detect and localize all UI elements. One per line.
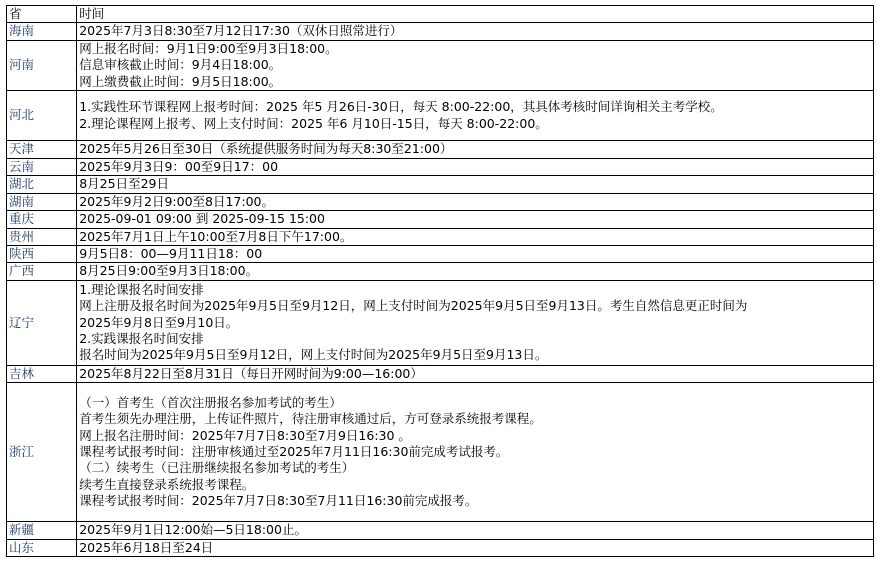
time-line: 2.实践课报名时间安排 xyxy=(79,331,204,347)
time-line: 2025年8月22日至8月31日（每日开网时间为9:00—16:00） xyxy=(79,365,423,381)
header-row xyxy=(7,6,874,23)
province-cell: 新疆 xyxy=(7,522,77,539)
time-line: 2025年9月2日9:00至8日17:00。 xyxy=(79,193,274,209)
time-cell xyxy=(77,141,874,159)
time-line: 课程考试报考时间：注册审核通过至2025年7月11日16:30前完成考试报考。 xyxy=(79,444,509,460)
province-cell: 天津 xyxy=(7,141,77,159)
province-cell: 湖北 xyxy=(7,176,77,193)
time-line: 1.理论课报名时间安排 xyxy=(79,281,204,297)
table-row xyxy=(7,280,874,365)
time-line: 1.实践性环节课程网上报考时间：2025 年5 月26日-30日，每天 8:00-22:00，其具体考核时间详询相关主考学校。 xyxy=(79,99,723,115)
time-line: 2025年9月3日9：00至9日17：00 xyxy=(79,159,279,175)
province-cell: 河南 xyxy=(7,40,77,90)
time-cell xyxy=(77,211,874,228)
province-cell: 辽宁 xyxy=(7,280,77,365)
time-cell xyxy=(77,539,874,556)
table-row xyxy=(7,228,874,245)
time-cell xyxy=(77,263,874,280)
time-line: 9月5日8：00—9月11日18：00 xyxy=(79,246,263,262)
time-cell xyxy=(77,23,874,40)
time-cell xyxy=(77,228,874,245)
time-cell xyxy=(77,365,874,382)
time-cell xyxy=(77,280,874,365)
time-line: 2025年7月3日8:30至7月12日17:30（双休日照常进行） xyxy=(79,23,403,39)
time-line: 2025年7月1日上午10:00至7月8日下午17:00。 xyxy=(79,228,353,244)
table-row xyxy=(7,539,874,556)
time-line: 网上报名注册时间：2025年7月7日8:30至7月9日16:30 。 xyxy=(79,427,411,443)
province-cell: 重庆 xyxy=(7,211,77,228)
table-row xyxy=(7,211,874,228)
province-cell: 海南 xyxy=(7,23,77,40)
province-cell: 吉林 xyxy=(7,365,77,382)
time-cell xyxy=(77,40,874,90)
table-row xyxy=(7,40,874,90)
time-line: 网上缴费截止时间：9月5日18:00。 xyxy=(79,73,282,89)
province-cell: 河北 xyxy=(7,91,77,141)
time-line: 续考生直接登录系统报考课程。 xyxy=(79,476,255,492)
time-line: 网上注册及报名时间为2025年9月5日至9月12日，网上支付时间为2025年9月5日至9月13日。考生自然信息更正时间为 xyxy=(79,298,748,314)
table-row xyxy=(7,246,874,263)
time-line: 报名时间为2025年9月5日至9月12日，网上支付时间为2025年9月5日至9月13日。 xyxy=(79,347,548,363)
time-line: 2025-09-01 09:00 到 2025-09-15 15:00 xyxy=(79,211,325,227)
province-cell: 陕西 xyxy=(7,246,77,263)
province-cell: 浙江 xyxy=(7,383,77,522)
time-cell xyxy=(77,522,874,539)
time-cell xyxy=(77,246,874,263)
time-cell xyxy=(77,159,874,176)
time-line: 2025年5月26日至30日（系统提供服务时间为每天8:30至21:00） xyxy=(79,141,453,157)
province-cell: 云南 xyxy=(7,159,77,176)
province-cell: 湖南 xyxy=(7,193,77,210)
time-line: （二）续考生（已注册继续报名参加考试的考生） xyxy=(79,460,355,476)
table-row xyxy=(7,365,874,382)
time-cell xyxy=(77,383,874,522)
time-cell xyxy=(77,193,874,210)
time-line: 2025年9月1日12:00始—5日18:00止。 xyxy=(79,522,307,538)
time-cell xyxy=(77,176,874,193)
time-line: （一）首考生（首次注册报名参加考试的考生） xyxy=(79,394,342,410)
time-line: 8月25日9:00至9月3日18:00。 xyxy=(79,263,259,279)
table-row xyxy=(7,522,874,539)
province-cell: 贵州 xyxy=(7,228,77,245)
time-line: 2025年9月8日至9月10日。 xyxy=(79,314,239,330)
table-row xyxy=(7,91,874,141)
time-line: 网上报名时间：9月1日9:00至9月3日18:00。 xyxy=(79,40,338,56)
table-row xyxy=(7,193,874,210)
table-row xyxy=(7,263,874,280)
time-line: 首考生须先办理注册，上传证件照片，待注册审核通过后，方可登录系统报考课程。 xyxy=(79,411,542,427)
header-time: 时间 xyxy=(77,6,874,23)
province-cell: 山东 xyxy=(7,539,77,556)
table-row xyxy=(7,383,874,522)
time-line: 信息审核截止时间：9月4日18:00。 xyxy=(79,57,282,73)
registration-time-table xyxy=(6,5,874,557)
time-line: 2.理论课程网上报考、网上支付时间：2025 年6 月10日-15日，每天 8:00-22:00。 xyxy=(79,115,548,131)
time-cell xyxy=(77,91,874,141)
table-row xyxy=(7,141,874,159)
time-line: 8月25日至29日 xyxy=(79,176,169,192)
table-row xyxy=(7,23,874,40)
province-cell: 广西 xyxy=(7,263,77,280)
header-province: 省 xyxy=(7,6,77,23)
time-line: 课程考试报考时间：2025年7月7日8:30至7月11日16:30前完成报考。 xyxy=(79,493,478,509)
time-line: 2025年6月18日至24日 xyxy=(79,539,214,555)
table-row xyxy=(7,176,874,193)
table-row xyxy=(7,159,874,176)
table-body xyxy=(7,23,874,557)
